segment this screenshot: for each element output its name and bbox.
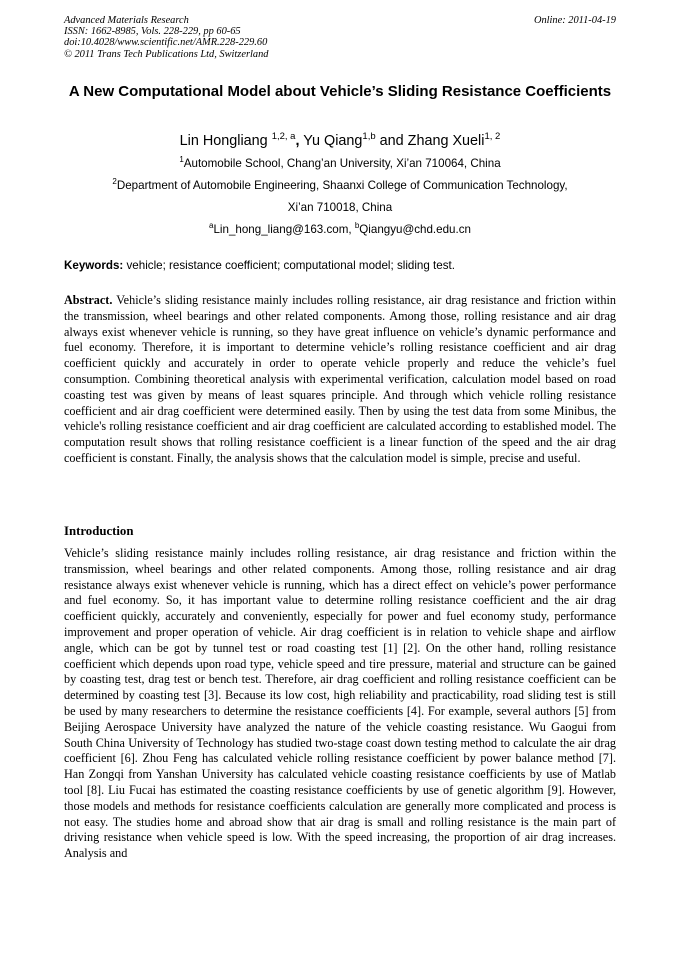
affiliation-text: Department of Automobile Engineering, Shaanxi College of Communication Technology, <box>116 179 568 192</box>
author-separator: , <box>295 133 300 149</box>
affiliation-marker: 1 <box>179 155 184 164</box>
email-marker: a <box>209 221 214 230</box>
author-superscript: 1,2, a <box>271 131 296 142</box>
issn-line: ISSN: 1662-8985, Vols. 228-229, pp 60-65 <box>64 26 241 38</box>
author-superscript: 1, 2 <box>484 131 501 142</box>
affiliation-2-city: Xi’an 710018, China <box>287 201 393 214</box>
online-date: Online: 2011-04-19 <box>533 15 616 26</box>
author-name: and Zhang Xueli <box>375 133 485 149</box>
affiliation-marker: 2 <box>112 177 117 186</box>
affiliation-2 <box>64 179 616 193</box>
abstract-text: Vehicle’s sliding resistance mainly includes rolling resistance, air drag resistance and friction within the transmission, wheel bearings and other related components. Among those, rolling resistance and air drag always exist whenever vehicle is running, so they have great influence on vehicle’s dynamic performance and fuel economy. Therefore, it is important to determine vehicle’s rolling resistance coefficient and air drag coefficient quickly and accurately in order to operate vehicle properly and reduce the vehicle’s fuel consumption. Combining theoretical analysis with experimental verification, calculation model based on road coasting test was given by means of least squares principle. And through which vehicle rolling resistance coefficient and air drag coefficient were determined easily. Then by using the test data from some Minibus, the vehicle's rolling resistance coefficient and air drag coefficient are calculated according to established model. The computation result shows that rolling resistance coefficient is a linear function of the speed and the air drag coefficient is constant. Finally, the analysis shows that the calculation model is simple, precise and useful. <box>64 293 616 465</box>
author-superscript: 1,b <box>362 131 376 142</box>
keywords <box>64 259 616 273</box>
doi-line: doi:10.4028/www.scientific.net/AMR.228-229.60 <box>64 37 268 49</box>
running-header <box>64 15 616 60</box>
copyright-line: © 2011 Trans Tech Publications Ltd, Switzerland <box>64 48 269 60</box>
affiliation-text: Automobile School, Chang’an University, Xi’an 710064, China <box>183 157 501 170</box>
email-address: Lin_hong_liang@163.com, <box>213 223 355 236</box>
author-list <box>64 132 616 150</box>
email-line <box>64 223 616 237</box>
abstract-label: Abstract. <box>64 293 113 307</box>
affiliation-1 <box>64 157 616 171</box>
author-name: Lin Hongliang <box>179 133 272 149</box>
introduction-heading: Introduction <box>64 524 134 538</box>
email-address: Qiangyu@chd.edu.cn <box>359 223 471 236</box>
abstract <box>64 293 616 467</box>
introduction-text: Vehicle’s sliding resistance mainly includes rolling resistance, air drag resistance and friction within the transmission, wheel bearings and other related components. Among those, rolling resistance and air drag resistance always exist whenever vehicle is running, which has a direct effect on vehicle’s power performance and fuel economy. So, it has important value to determine rolling resistance coefficient and the air drag coefficient quickly, accurately and conveniently, especially for power and fuel economy study, performance improvement and proper operation of vehicle. Air drag coefficient is in relation to vehicle shape and airflow angle, which can be got by tunnel test or road coasting test [1] [2]. On the other hand, rolling resistance coefficient which depends upon road type, vehicle speed and tire pressure, material and structure can be gained by coasting test, drag test or bench test. Therefore, air drag coefficient and rolling resistance coefficient can be determined by coasting test [3]. Because its low cost, high reliability and practicability, road sliding test is still be used by many researchers to determine the resistance coefficients [4]. For example, several authors [5] from Beijing Aerospace University have analyzed the nature of the vehicle coasting resistance. Wu Gaogui from South China University of Technology has studied two-stage coast down testing method to calculate the air drag coefficient [6]. Zhou Feng has calculated vehicle rolling resistance coefficient by power balance method [7]. Han Zongqi from Yanshan University has calculated vehicle coasting resistance coefficients by use of Matlab tool [8]. Liu Fucai has estimated the coasting resistance coefficients by use of genetic algorithm [9]. However, those models and methods for resistance coefficients calculation are generally more complicated and process is not easy. The studies home and abroad show that air drag is small and rolling resistance is the main part of driving resistance when vehicle speed is low. With the speed increasing, the proportion of air drag increases. Analysis and <box>64 546 616 861</box>
paper-title: A New Computational Model about Vehicle’s Sliding Resistance Coefficients <box>68 83 612 100</box>
author-name: Yu Qiang <box>299 133 363 149</box>
keywords-text: vehicle; resistance coefficient; computational model; sliding test. <box>123 259 455 272</box>
email-marker: b <box>354 221 360 230</box>
keywords-label: Keywords: <box>64 259 124 272</box>
journal-name: Advanced Materials Research <box>64 15 189 26</box>
